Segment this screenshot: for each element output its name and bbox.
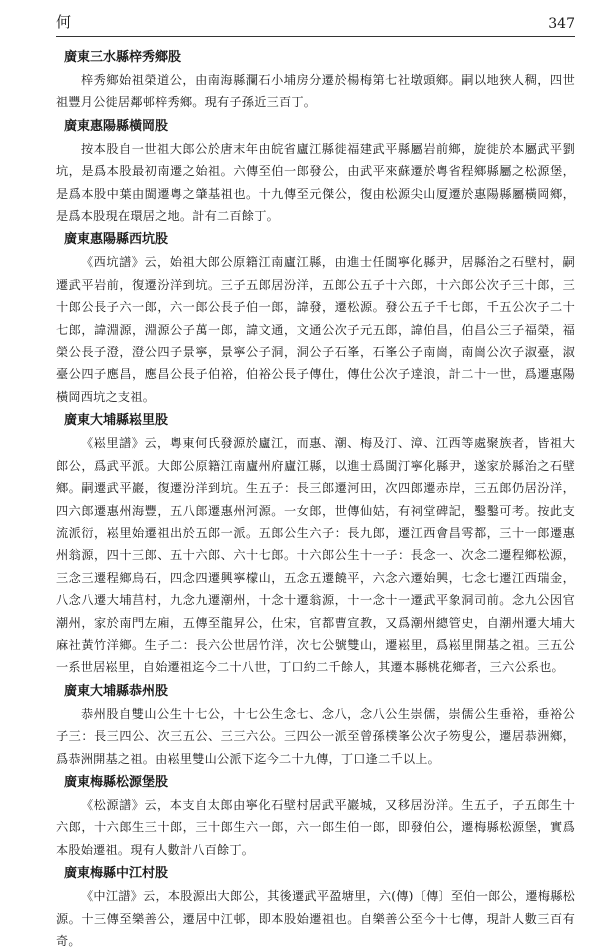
section-text: 《中江譜》云，本股源出大郎公，其後遷武平盈塘里，六(傳)〔傳〕至伯一郎公，遷梅縣松源。十三傳至樂善公，遷居中江邨，即本股始遷祖也。自樂善公至今十七傳，現計人數三百有奇。 [56,889,575,948]
section-text: 恭州股自雙山公生十七公，十七公生念七、念八，念八公生崇儒，崇儒公生垂裕，垂裕公子三：長三四公、次三五公、三三六公。三四公一派至曾孫樸峯公次子笏叟公，遷居恭洲鄉，爲恭洲開基之祖。由崧里雙山公派下迄今二十九傳，丁口逢二千以上。 [56,706,575,766]
page-header [56,8,575,32]
section-title: 廣東梅縣松源堡股 [64,774,169,790]
section-sanshui [56,47,575,114]
section-title: 廣東梅縣中江村股 [64,866,169,882]
page-number: 347 [548,16,575,32]
section-title: 廣東大埔縣恭州股 [64,683,169,699]
header-character: 何 [56,13,72,31]
section-dabu-gongzhou [56,681,575,770]
section-text: 《西坑譜》云，始祖大郎公原籍江南廬江縣，由進士任閩寧化縣尹，居縣治之石壁村，嗣遷武平岩前，復遷汾洋到坑。三子五郎居汾洋，五郎公五子十六郎，十六郎公次子三十郎，三十郎公長子六一郎，六一郎公長子伯一郎，諱發，遷松源。發公五子千七郎，千五公次子二十七郎，諱淵源，淵源公子萬一郎，諱文通，文通公次子元五郎，諱伯昌，伯昌公三子福榮，福榮公長子澄，澄公四子景寧，景寧公子洞，洞公子石峯，石峯公子南崗，南崗公次子淑臺，淑臺公四子應昌，應昌公長子伯裕，伯裕公長子傳仕，傳仕公次子達浪，計二十一世，爲遷惠陽橫岡西坑之支祖。 [56,255,575,404]
section-title: 廣東三水縣梓秀鄉股 [64,50,182,65]
section-dabu-songli [56,410,575,678]
header-rule [56,36,575,37]
section-text: 《崧里譜》云，粵東何氏發源於廬江，而惠、潮、梅及汀、漳、江西等處聚族者，皆祖大郎公，爲武平派。大郎公原籍江南廬州府廬江縣，以進士爲閩汀寧化縣尹，遂家於縣治之石壁鄉。嗣遷武平巖，復遷汾洋到坑。生五子：長三郎遷河田，次四郎遷赤岸，三五郎仍居汾洋，四六郎遷惠州海豐，五八郎遷惠州河源。一女郎，世傳仙姑，有祠堂碑記，鑿鑿可考。按此支流派衍，崧里始遷祖出於五郎一派。五郎公生六子：長九郎，遷江西會昌雩都，三十一郎遷惠州翁源，四十三郎、五十六郎、六十七郎。十六郎公生十一子：長念一、次念二遷程鄉松源，三念三遷程鄉烏石，四念四遷興寧檬山，五念五遷饒平，六念六遷始興，七念七遷江西瑞金，八念八遷大埔莒村，九念九遷潮州，十念十遷翁源，十一念十一遷武平象洞司前。念九公因官潮州，家於南門左廂，五傳至龍昇公，仕宋，官都曹宣教，又爲潮州總管史，自潮州遷大埔大麻社黃竹洋鄉。生子二：長六公世居竹洋，次七公號雙山，遷崧里，爲崧里開基之祖。三五公一系世居崧里，自始遷祖迄今二十八世，丁口約二千餘人，其遷本縣桃花鄉者，三六公系也。 [56,436,575,675]
section-huiyang-henggang [56,116,575,228]
section-title: 廣東惠陽縣橫岡股 [64,118,169,134]
section-huiyang-xikeng [56,229,575,408]
section-text: 按本股自一世祖大郎公於唐末年由皖省廬江縣徙福建武平縣屬岩前鄉，旋徙於本屬武平劉坑，是爲本股最初南遷之始祖。六傳至伯一郎發公，由武平來蘇遷於粵省程鄉縣屬之松源堡，是爲本股中葉由閩遷粵之肇基祖也。十九傳至元傑公，復由松源尖山厦遷於惠陽縣屬橫岡鄉，是爲本股現在環居之地。計有二百餘丁。 [56,141,575,224]
section-title: 廣東惠陽縣西坑股 [64,232,169,248]
section-meixian-songyuan [56,772,575,861]
section-meixian-zhongjiang [56,863,575,952]
section-title: 廣東大埔縣崧里股 [64,413,169,429]
section-text: 梓秀鄉始祖榮道公，由南海縣瀾石小埔房分遷於楊梅第七社墩頭鄉。嗣以地狹人稠，四世祖豐月公徙居鄰邨梓秀鄉。現有子孫近三百丁。 [56,73,575,110]
section-text: 《松源譜》云，本支自太郎由寧化石壁村居武平巖城，又移居汾洋。生五子，子五郎生十六郎，十六郎生三十郎，三十郎生六一郎，六一郎生伯一郎，即發伯公，遷梅縣松源堡，實爲本股始遷祖。現有人數計八百餘丁。 [56,797,575,857]
